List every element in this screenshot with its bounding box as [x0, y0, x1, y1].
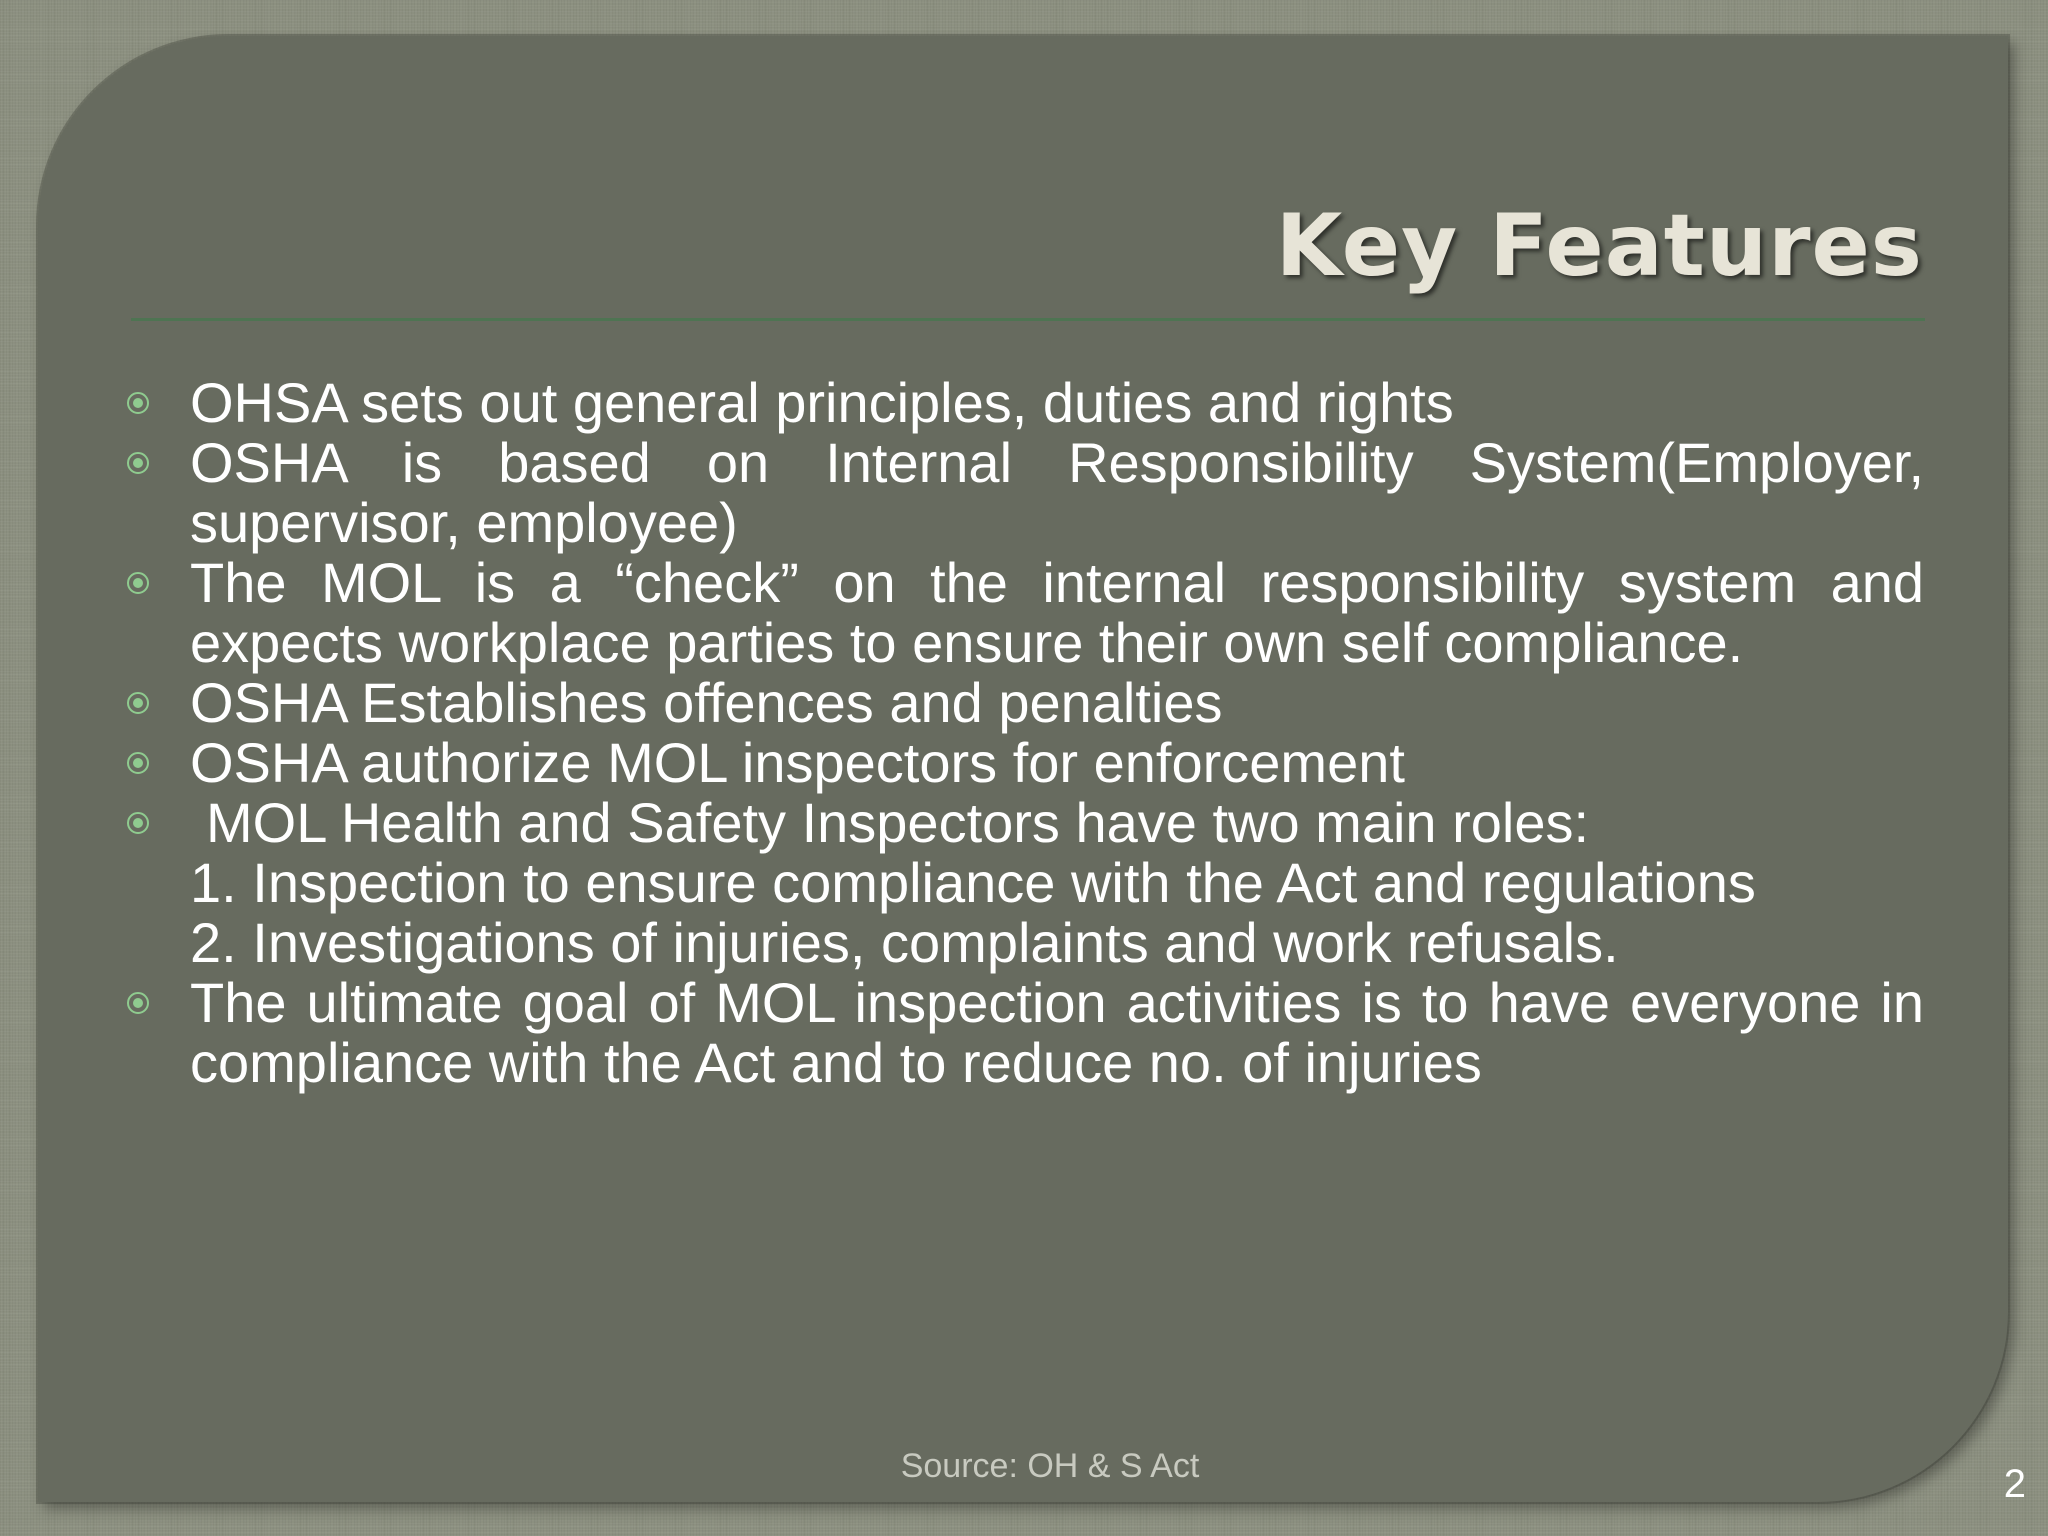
bullet-item: [127, 733, 1924, 793]
sub-item: 1. Inspection to ensure compliance with the Act and regulations: [190, 851, 1756, 914]
bullet-text: OSHA authorize MOL inspectors for enforcement: [190, 731, 1405, 794]
bullet-text: OHSA sets out general principles, duties and rights: [190, 371, 1454, 434]
bullet-item: [127, 553, 1924, 673]
circle-bullet-icon: [127, 692, 149, 714]
bullet-item: [127, 673, 1924, 733]
bullet-text: The MOL is a “check” on the internal responsibility system and expects workplace parties to ensure their own self compliance.: [190, 551, 1924, 674]
page-number: 2: [2003, 1462, 2026, 1506]
bullet-item: [127, 373, 1924, 433]
bullet-item: [127, 433, 1924, 553]
sub-item: 2. Investigations of injuries, complaints and work refusals.: [190, 911, 1619, 974]
circle-bullet-icon: [127, 752, 149, 774]
circle-bullet-icon: [127, 392, 149, 414]
title-divider: [131, 318, 1925, 321]
bullet-list: [127, 373, 1924, 1093]
bullet-item: [127, 793, 1924, 973]
bullet-item: [127, 973, 1924, 1093]
bullet-text: The ultimate goal of MOL inspection activities is to have everyone in compliance with the Act and to reduce no. of injuries: [190, 971, 1924, 1094]
slide-title: Key Features: [1275, 196, 1923, 296]
circle-bullet-icon: [127, 572, 149, 594]
circle-bullet-icon: [127, 992, 149, 1014]
bullet-text: MOL Health and Safety Inspectors have two main roles:: [206, 791, 1590, 854]
source-note: Source: OH & S Act: [900, 1447, 1200, 1485]
circle-bullet-icon: [127, 812, 149, 834]
circle-bullet-icon: [127, 452, 149, 474]
bullet-text: OSHA is based on Internal Responsibility System(Employer, supervisor, employee): [190, 431, 1924, 554]
bullet-text: OSHA Establishes offences and penalties: [190, 671, 1223, 734]
